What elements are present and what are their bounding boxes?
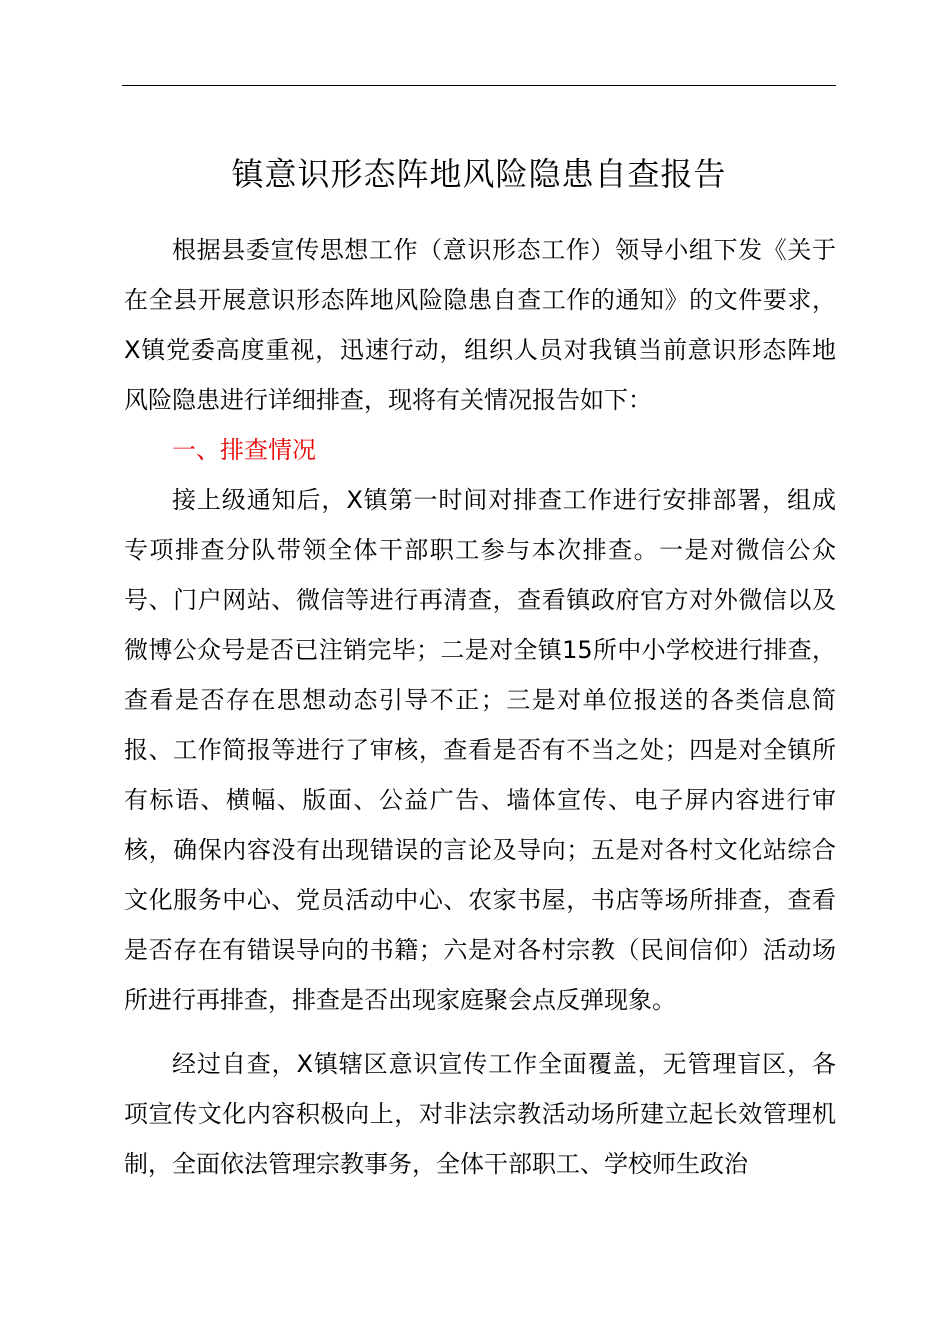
document-title: 镇意识形态阵地风险隐患自查报告 xyxy=(231,155,727,193)
self-check-paragraph: 经过自查，X镇辖区意识宣传工作全面覆盖，无管理盲区，各项宣传文化内容积极向上，对非法宗教活动场所建立起长效管理机制，全面依法管理宗教事务，全体干部职工、学校师生政治 xyxy=(124,1050,836,1178)
intro-paragraph: 根据县委宣传思想工作（意识形态工作）领导小组下发《关于在全县开展意识形态阵地风险隐患自查工作的通知》的文件要求，X镇党委高度重视，迅速行动，组织人员对我镇当前意识形态阵地风险隐患进行详细排查，现将有关情况报告如下： xyxy=(124,236,836,414)
header-rule xyxy=(122,85,836,86)
inspection-paragraph: 接上级通知后，X镇第一时间对排查工作进行安排部署，组成专项排查分队带领全体干部职工参与本次排查。一是对微信公众号、门户网站、微信等进行再清查，查看镇政府官方对外微信以及微博公众号是否已注销完毕；二是对全镇15所中小学校进行排查，查看是否存在思想动态引导不正；三是对单位报送的各类信息简报、工作简报等进行了审核，查看是否有不当之处；四是对全镇所有标语、横幅、版面、公益广告、墙体宣传、电子屏内容进行审核，确保内容没有出现错误的言论及导向；五是对各村文化站综合文化服务中心、党员活动中心、农家书屋，书店等场所排查，查看是否存在有错误导向的书籍；六是对各村宗教（民间信仰）活动场所进行再排查，排查是否出现家庭聚会点反弹现象。 xyxy=(124,486,836,1014)
section-heading-inspection: 一、排查情况 xyxy=(172,436,316,464)
document-body xyxy=(124,225,836,1189)
